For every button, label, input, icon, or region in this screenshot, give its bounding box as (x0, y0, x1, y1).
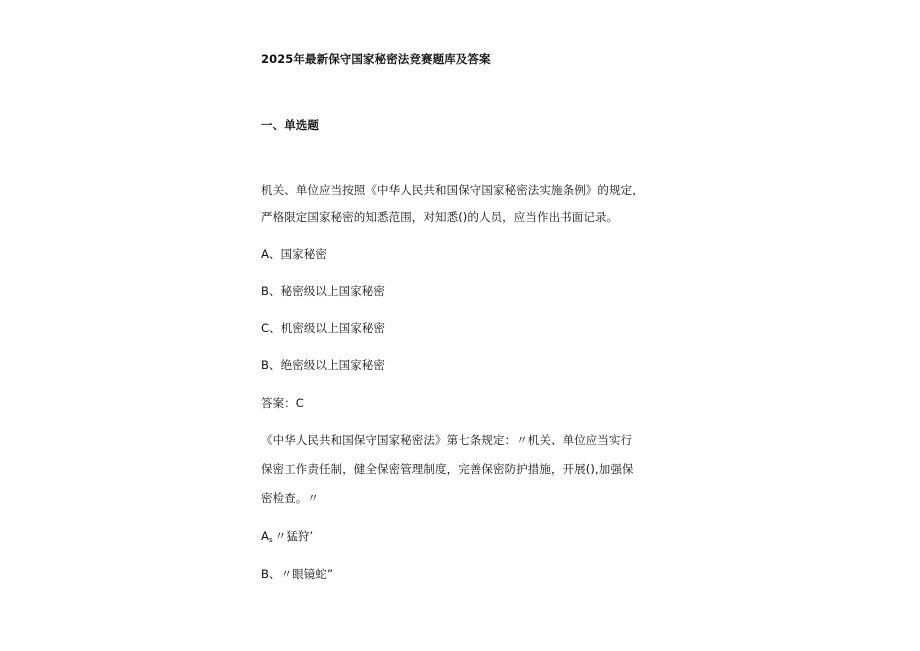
question-1-answer: 答案：C (261, 396, 304, 410)
question-2-option-a-subscript: s (268, 536, 273, 544)
question-2-option-a-letter: A (261, 529, 269, 543)
question-2-option-a-text: 〃猛狩’ (274, 529, 314, 543)
section-heading: 一、单选题 (261, 118, 319, 132)
document-title: 2025年最新保守国家秘密法竞赛题库及答案 (261, 52, 491, 66)
question-2-option-b: B、〃眼镜蛇” (261, 567, 334, 581)
question-1-option-d: B、绝密级以上国家秘密 (261, 358, 385, 372)
question-2-stem-line-2: 保密工作责任制，健全保密管理制度，完善保密防护措施，开展(),加强保 (261, 462, 634, 476)
question-2-stem-line-1: 《中华人民共和国保守国家秘密法》第七条规定：〃机关、单位应当实行 (261, 433, 633, 447)
question-2-option-a (261, 529, 313, 547)
question-1-stem-line-1: 机关、单位应当按照《中华人民共和国保守国家秘密法实施条例》的规定， (261, 183, 644, 197)
question-1-option-c: C、机密级以上国家秘密 (261, 321, 386, 335)
question-2-stem-line-3: 密检查。〃 (261, 491, 319, 505)
question-1-option-b: B、秘密级以上国家秘密 (261, 284, 385, 298)
question-1-stem-line-2: 严格限定国家秘密的知悉范围，对知悉()的人员，应当作出书面记录。 (261, 210, 619, 224)
question-1-option-a: A、国家秘密 (261, 247, 327, 261)
